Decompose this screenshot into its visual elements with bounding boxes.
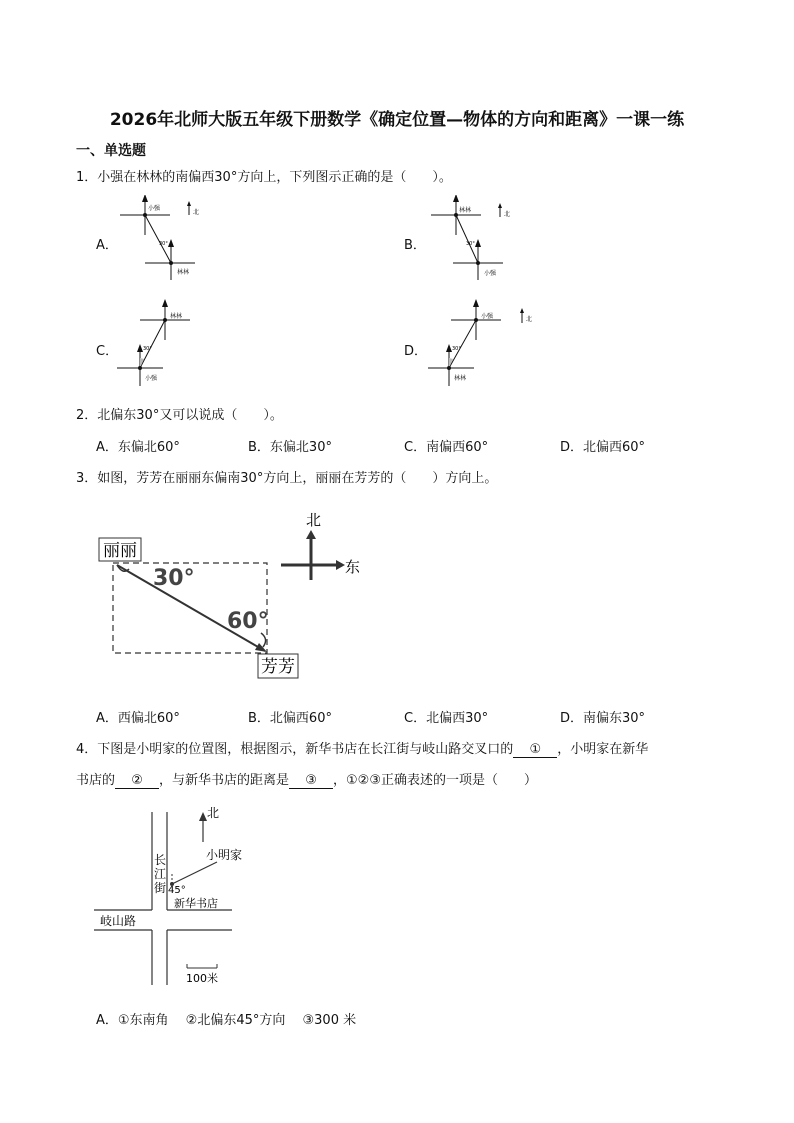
angle-label: 30° — [466, 241, 475, 247]
q2-option-b: B．东偏北30° — [248, 440, 332, 455]
q3-option-d: D．南偏东30° — [560, 711, 646, 726]
section-heading: 一、单选题 — [76, 143, 146, 159]
q4-text-1b: ，小明家在新华 — [557, 742, 649, 757]
xiaoqiang-label: 小强 — [145, 375, 158, 382]
north-label: 北 — [526, 316, 533, 323]
linlin-label: 林林 — [177, 269, 190, 276]
q3-option-a: A．西偏北60° — [96, 711, 180, 726]
store-label: 新华书店 — [174, 897, 218, 910]
angle-30-label: 30° — [153, 566, 195, 591]
road-label: 岐山路 — [100, 914, 137, 928]
angle-label: 30° — [143, 346, 152, 352]
q2-option-c: C．南偏西60° — [404, 440, 489, 455]
north-label: 北 — [306, 511, 322, 529]
q1-figure-c — [115, 298, 225, 388]
page-title: 2026年北师大版五年级下册数学《确定位置—物体的方向和距离》一课一练 — [109, 110, 685, 130]
q4-stem-line2 — [76, 769, 537, 789]
street-char-1: 长 — [154, 853, 167, 867]
north-label: 北 — [207, 806, 220, 820]
q1-figure-a — [115, 195, 225, 280]
linlin-label: 林林 — [170, 313, 183, 320]
q4-text-2a: 书店的 — [76, 773, 116, 788]
street-char-3: 街 — [154, 881, 167, 895]
q3-option-b: B．北偏西60° — [248, 711, 332, 726]
q1-figure-d — [426, 298, 546, 388]
q2-option-d: D．北偏西60° — [560, 440, 646, 455]
q1-option-b-label: B． — [404, 238, 426, 253]
angle-60-label: 60° — [227, 609, 269, 634]
xiaoqiang-label: 小强 — [481, 313, 494, 320]
xiaoqiang-label: 小强 — [484, 270, 497, 277]
lili-label: 丽丽 — [103, 541, 137, 561]
home-label: 小明家 — [206, 848, 242, 862]
scale-label: 100米 — [186, 972, 218, 985]
q4-stem-line1 — [76, 738, 648, 758]
q1-option-c-label: C． — [96, 344, 119, 359]
q1-figure-b — [426, 195, 536, 280]
q3-option-c: C．北偏西30° — [404, 711, 489, 726]
q4-text-2b: ，与新华书店的距离是 — [159, 773, 290, 788]
street-char-2: 江 — [154, 867, 167, 881]
q2-stem: 2．北偏东30°又可以说成（ ）。 — [76, 408, 283, 423]
north-label: 北 — [193, 209, 200, 216]
q3-stem: 3．如图，芳芳在丽丽东偏南30°方向上，丽丽在芳芳的（ ）方向上。 — [76, 471, 498, 486]
linlin-label: 林林 — [459, 207, 472, 214]
q4-option-a: A．①东南角 ②北偏东45°方向 ③300 米 — [96, 1013, 357, 1028]
q4-blank-2: ② — [115, 773, 159, 789]
angle-label: 30° — [159, 241, 168, 247]
q4-blank-1: ① — [513, 742, 557, 758]
q2-option-a: A．东偏北60° — [96, 440, 180, 455]
q4-figure — [92, 800, 242, 995]
fangfang-label: 芳芳 — [261, 657, 295, 677]
q4-text-2c: ，①②③正确表述的一项是（ ） — [333, 773, 537, 788]
q1-option-a-label: A． — [96, 238, 118, 253]
q3-figure — [95, 505, 385, 685]
q1-option-d-label: D． — [404, 344, 428, 359]
angle-label: 30° — [452, 346, 461, 352]
angle-label: 45° — [168, 885, 186, 896]
q1-stem: 1．小强在林林的南偏西30°方向上，下列图示正确的是（ ）。 — [76, 170, 452, 185]
east-label: 东 — [345, 558, 361, 576]
xiaoqiang-label: 小强 — [148, 205, 161, 212]
q4-text-1a: 4．下图是小明家的位置图，根据图示，新华书店在长江街与岐山路交叉口的 — [76, 742, 514, 757]
q4-blank-3: ③ — [289, 773, 333, 789]
linlin-label: 林林 — [454, 375, 467, 382]
north-label: 北 — [504, 211, 511, 218]
